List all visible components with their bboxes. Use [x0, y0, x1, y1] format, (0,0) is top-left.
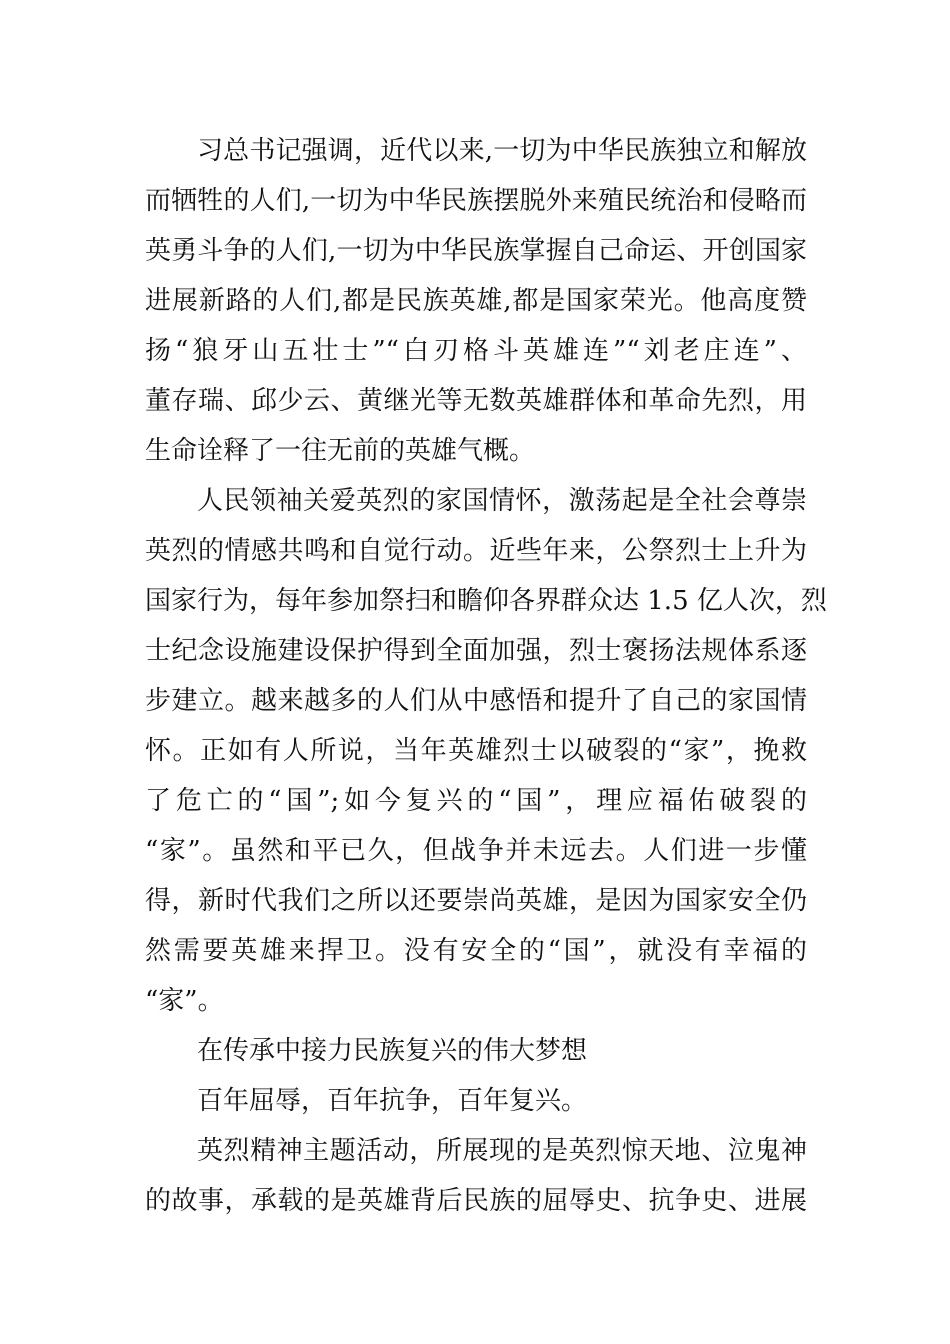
text-line: 士纪念设施建设保护得到全面加强，烈士褒扬法规体系逐 — [145, 636, 807, 666]
text-line: 然需要英雄来捍卫。没有安全的“国”，就没有幸福的 — [145, 936, 807, 966]
text-line: 扬“狼牙山五壮士”“白刃格斗英雄连”“刘老庄连”、 — [145, 336, 807, 366]
text-line: 而牺牲的人们,一切为中华民族摆脱外来殖民统治和侵略而 — [145, 186, 807, 216]
text-line: 怀。正如有人所说，当年英雄烈士以破裂的“家”，挽救 — [145, 736, 807, 766]
text-line: 人民领袖关爱英烈的家国情怀，激荡起是全社会尊崇 — [197, 486, 807, 516]
text-line: 步建立。越来越多的人们从中感悟和提升了自己的家国情 — [145, 686, 807, 716]
text-line: 的故事，承载的是英雄背后民族的屈辱史、抗争史、进展 — [145, 1186, 807, 1216]
text-line: “家”。虽然和平已久，但战争并未远去。人们进一步懂 — [145, 836, 807, 866]
text-line: 了危亡的“国”;如今复兴的“国”，理应福佑破裂的 — [145, 786, 807, 816]
text-line: 国家行为，每年参加祭扫和瞻仰各界群众达 1.5 亿人次，烈 — [145, 586, 827, 616]
text-line: 英烈精神主题活动，所展现的是英烈惊天地、泣鬼神 — [197, 1136, 807, 1166]
text-line: 生命诠释了一往无前的英雄气概。 — [145, 436, 536, 466]
text-line: 英烈的情感共鸣和自觉行动。近些年来，公祭烈士上升为 — [145, 536, 807, 566]
text-line: 百年屈辱，百年抗争，百年复兴。 — [197, 1086, 588, 1116]
text-line: 习总书记强调，近代以来,一切为中华民族独立和解放 — [197, 136, 807, 166]
text-line: 进展新路的人们,都是民族英雄,都是国家荣光。他高度赞 — [145, 286, 807, 316]
section-heading: 在传承中接力民族复兴的伟大梦想 — [197, 1036, 588, 1066]
text-line: 英勇斗争的人们,一切为中华民族掌握自己命运、开创国家 — [145, 236, 807, 266]
text-line: 得，新时代我们之所以还要崇尚英雄，是因为国家安全仍 — [145, 886, 807, 916]
text-line: 董存瑞、邱少云、黄继光等无数英雄群体和革命先烈，用 — [145, 386, 807, 416]
text-line: “家”。 — [145, 986, 224, 1016]
